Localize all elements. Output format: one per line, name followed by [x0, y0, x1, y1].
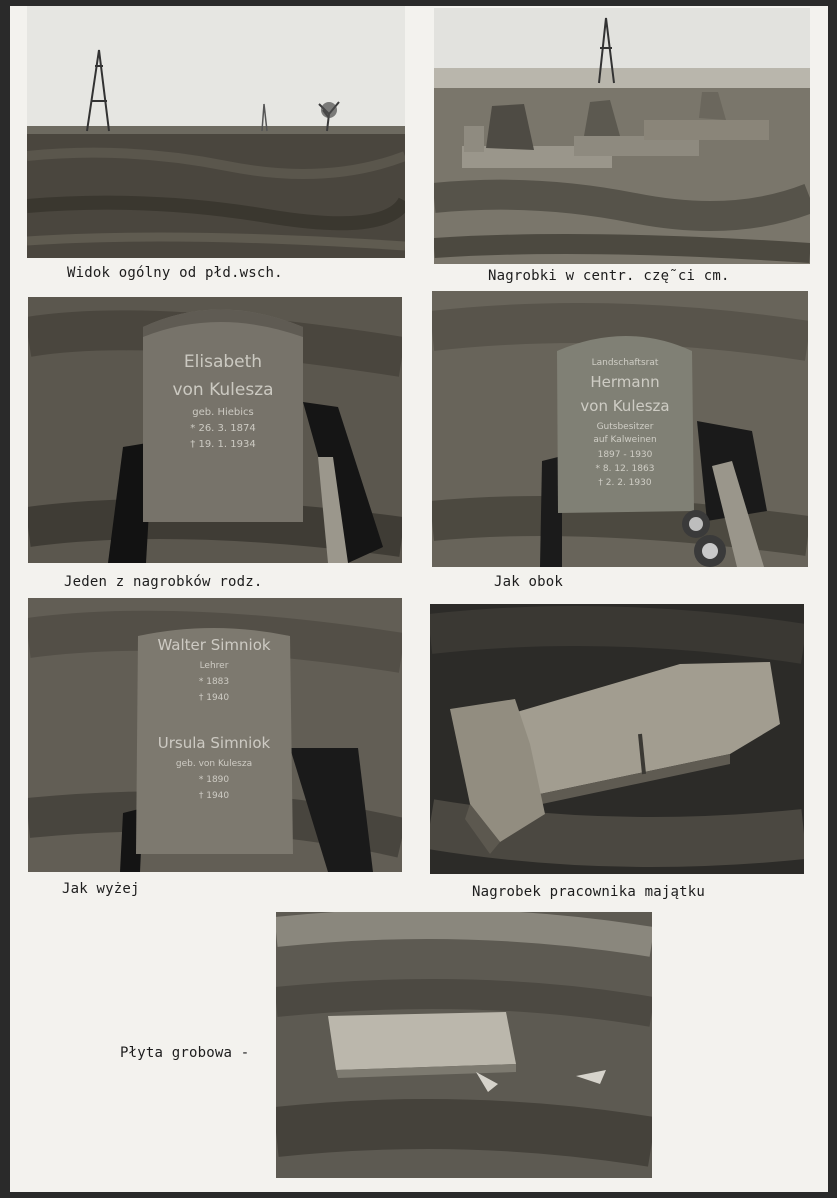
caption-photo-5: Jak wyżej [62, 881, 140, 897]
caption-photo-4: Jak obok [494, 574, 564, 590]
stone-line: * 1890 [198, 775, 230, 785]
stone-line: Lehrer [199, 661, 229, 671]
photo-tombstone-elisabeth [28, 297, 402, 563]
caption-photo-1: Widok ogólny od płd.wsch. [67, 265, 283, 281]
stone-line: Gutsbesitzer [596, 422, 654, 432]
caption-photo-2: Nagrobki w centr. czę˜ci cm. [488, 268, 730, 284]
stone-line: von Kulesza [172, 380, 274, 400]
stone-line: Walter Simniok [157, 636, 271, 654]
stone-line: Hermann [590, 373, 660, 391]
photo-tombstone-hermann [432, 291, 808, 567]
stone-line: 1897 - 1930 [597, 450, 653, 460]
photo-general-view [27, 6, 405, 258]
photo-tombstone-simniok [28, 598, 402, 872]
stone-line: geb. Hiebics [192, 407, 254, 418]
stone-line: * 1883 [198, 677, 230, 687]
stone-line: † 2. 2. 1930 [598, 478, 652, 488]
caption-photo-7: Płyta grobowa - [120, 1045, 250, 1061]
stone-line: Elisabeth [183, 352, 263, 372]
stone-line: † 1940 [198, 791, 230, 801]
stone-line: * 8. 12. 1863 [595, 464, 655, 474]
stone-line: von Kulesza [580, 397, 670, 415]
caption-photo-6: Nagrobek pracownika majątku [472, 884, 705, 900]
photo-broken-tombstone [430, 604, 804, 874]
stone-line: auf Kalweinen [593, 435, 657, 445]
caption-photo-3: Jeden z nagrobków rodz. [64, 574, 263, 590]
stone-line: * 26. 3. 1874 [190, 423, 256, 434]
photo-grave-slab [276, 912, 652, 1178]
stone-line: geb. von Kulesza [175, 759, 253, 769]
stone-line: Ursula Simniok [157, 734, 271, 752]
stone-line: † 19. 1. 1934 [190, 439, 256, 450]
stone-line: † 1940 [198, 693, 230, 703]
album-page [10, 6, 828, 1192]
photo-central-graves [434, 8, 810, 264]
stone-line: Landschaftsrat [591, 358, 659, 368]
